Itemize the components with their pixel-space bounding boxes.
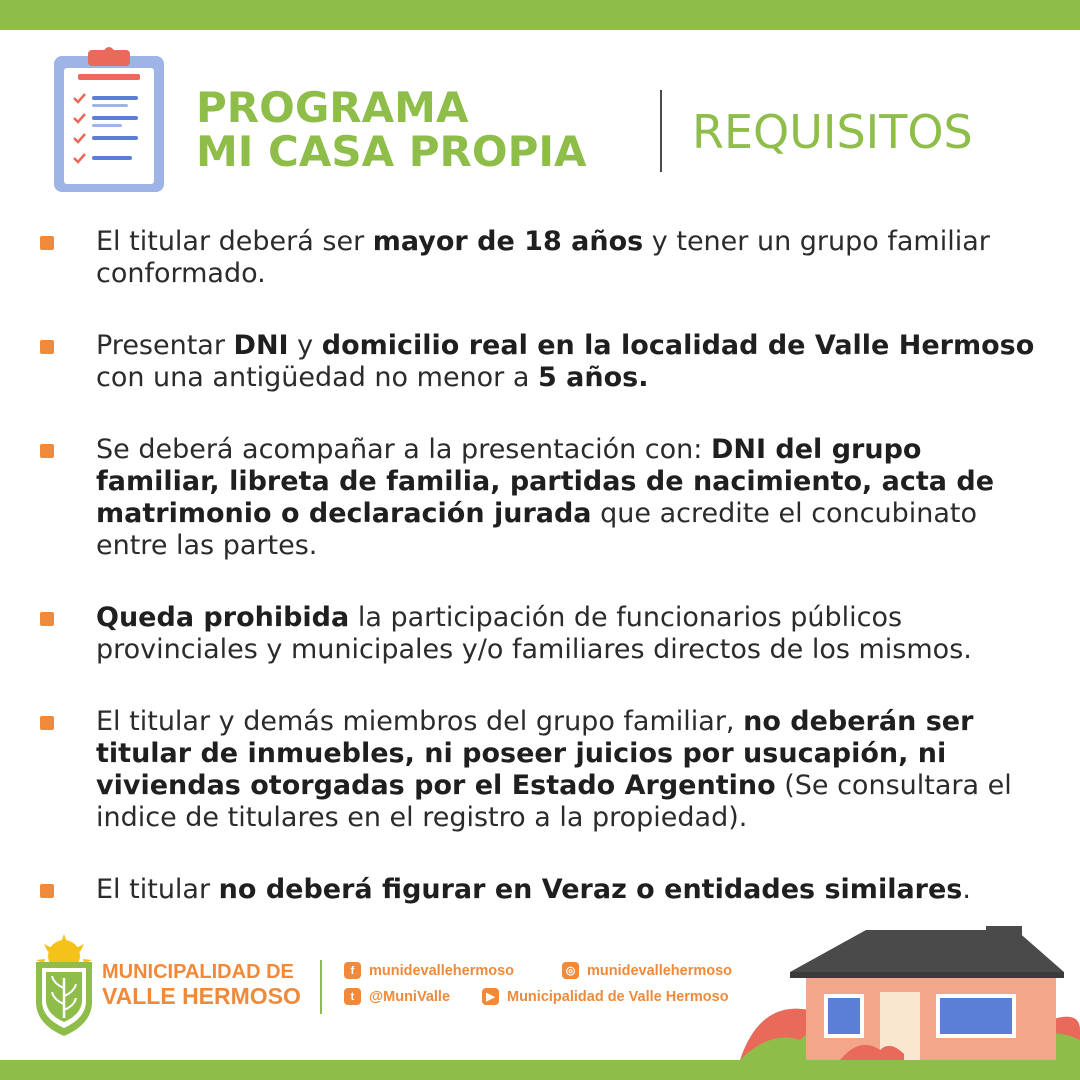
- title-divider: [660, 90, 662, 172]
- text-run: y tener un grupo familiar conformado.: [96, 226, 990, 289]
- requirement-text: [96, 706, 1012, 833]
- facebook-link[interactable]: [344, 962, 514, 979]
- facebook-icon: f: [344, 962, 361, 979]
- requirement-text: [96, 602, 972, 665]
- requirements-list: [40, 226, 1050, 906]
- bold-run: no deberán ser titular de inmuebles, ni poseer juicios por usucapión, ni viviendas otorgadas por el Estado Argentino: [96, 706, 974, 801]
- requirement-item: [40, 602, 1050, 666]
- bold-run: no deberá figurar en Veraz o entidades similares: [218, 874, 963, 905]
- text-run: y: [288, 330, 322, 361]
- text-run: con una antigüedad no menor a: [96, 362, 538, 393]
- text-run: El titular deberá ser: [96, 226, 373, 257]
- requirements-heading: REQUISITOS: [692, 105, 973, 159]
- youtube-channel: Municipalidad de Valle Hermoso: [507, 988, 729, 1005]
- bold-run: 5 años.: [538, 362, 649, 393]
- requirement-text: [96, 434, 994, 561]
- bullet-square-icon: [40, 444, 54, 458]
- twitter-link[interactable]: [344, 988, 450, 1005]
- instagram-icon: ◎: [562, 962, 579, 979]
- clipboard-checklist-icon: [48, 44, 170, 196]
- requirement-item: [40, 434, 1050, 562]
- requirement-text: [96, 226, 990, 289]
- text-run: El titular: [96, 874, 219, 905]
- requirement-text: [96, 874, 971, 905]
- text-run: Se deberá acompañar a la presentación con:: [96, 434, 711, 465]
- municipality-name: [102, 960, 301, 1008]
- bold-run: DNI del grupo familiar, libreta de familia, partidas de nacimiento, acta de matrimonio o declaración jurada: [96, 434, 995, 529]
- text-run: la participación de funcionarios públicos provinciales y municipales y/o familiares directos de los mismos.: [96, 602, 972, 665]
- bullet-square-icon: [40, 884, 54, 898]
- bottom-accent-bar: [0, 1060, 1080, 1080]
- muni-name-line-2: VALLE HERMOSO: [102, 983, 301, 1009]
- youtube-link[interactable]: [482, 988, 729, 1005]
- requirement-item: [40, 330, 1050, 394]
- bullet-square-icon: [40, 340, 54, 354]
- text-run: El titular y demás miembros del grupo familiar,: [96, 706, 744, 737]
- bold-run: Queda prohibida: [96, 602, 350, 633]
- bullet-square-icon: [40, 612, 54, 626]
- requirement-item: [40, 226, 1050, 290]
- program-title: [196, 83, 587, 176]
- bullet-square-icon: [40, 236, 54, 250]
- instagram-link[interactable]: [562, 962, 732, 979]
- text-run: .: [962, 874, 971, 905]
- bold-run: mayor de 18 años: [372, 226, 644, 257]
- title-line-1: PROGRAMA: [196, 83, 469, 132]
- municipality-shield-logo: [30, 930, 98, 1040]
- text-run: (Se consultara el indice de titulares en el registro a la propiedad).: [96, 770, 1012, 833]
- house-illustration: [740, 920, 1080, 1060]
- youtube-icon: ▶: [482, 988, 499, 1005]
- text-run: que acredite el concubinato entre las partes.: [96, 498, 978, 561]
- bold-run: domicilio real en la localidad de Valle Hermoso: [321, 330, 1035, 361]
- twitter-icon: t: [344, 988, 361, 1005]
- bold-run: DNI: [233, 330, 289, 361]
- muni-name-line-1: MUNICIPALIDAD DE: [102, 961, 294, 983]
- text-run: Presentar: [96, 330, 234, 361]
- requirement-item: [40, 706, 1050, 834]
- title-line-2: MI CASA PROPIA: [196, 127, 587, 176]
- requirement-text: [96, 330, 1034, 393]
- twitter-handle: @MuniValle: [369, 988, 451, 1005]
- facebook-handle: munidevallehermoso: [369, 962, 515, 979]
- footer-divider: [320, 960, 322, 1014]
- requirement-item: [40, 874, 1050, 906]
- instagram-handle: munidevallehermoso: [587, 962, 733, 979]
- top-accent-bar: [0, 0, 1080, 30]
- bullet-square-icon: [40, 716, 54, 730]
